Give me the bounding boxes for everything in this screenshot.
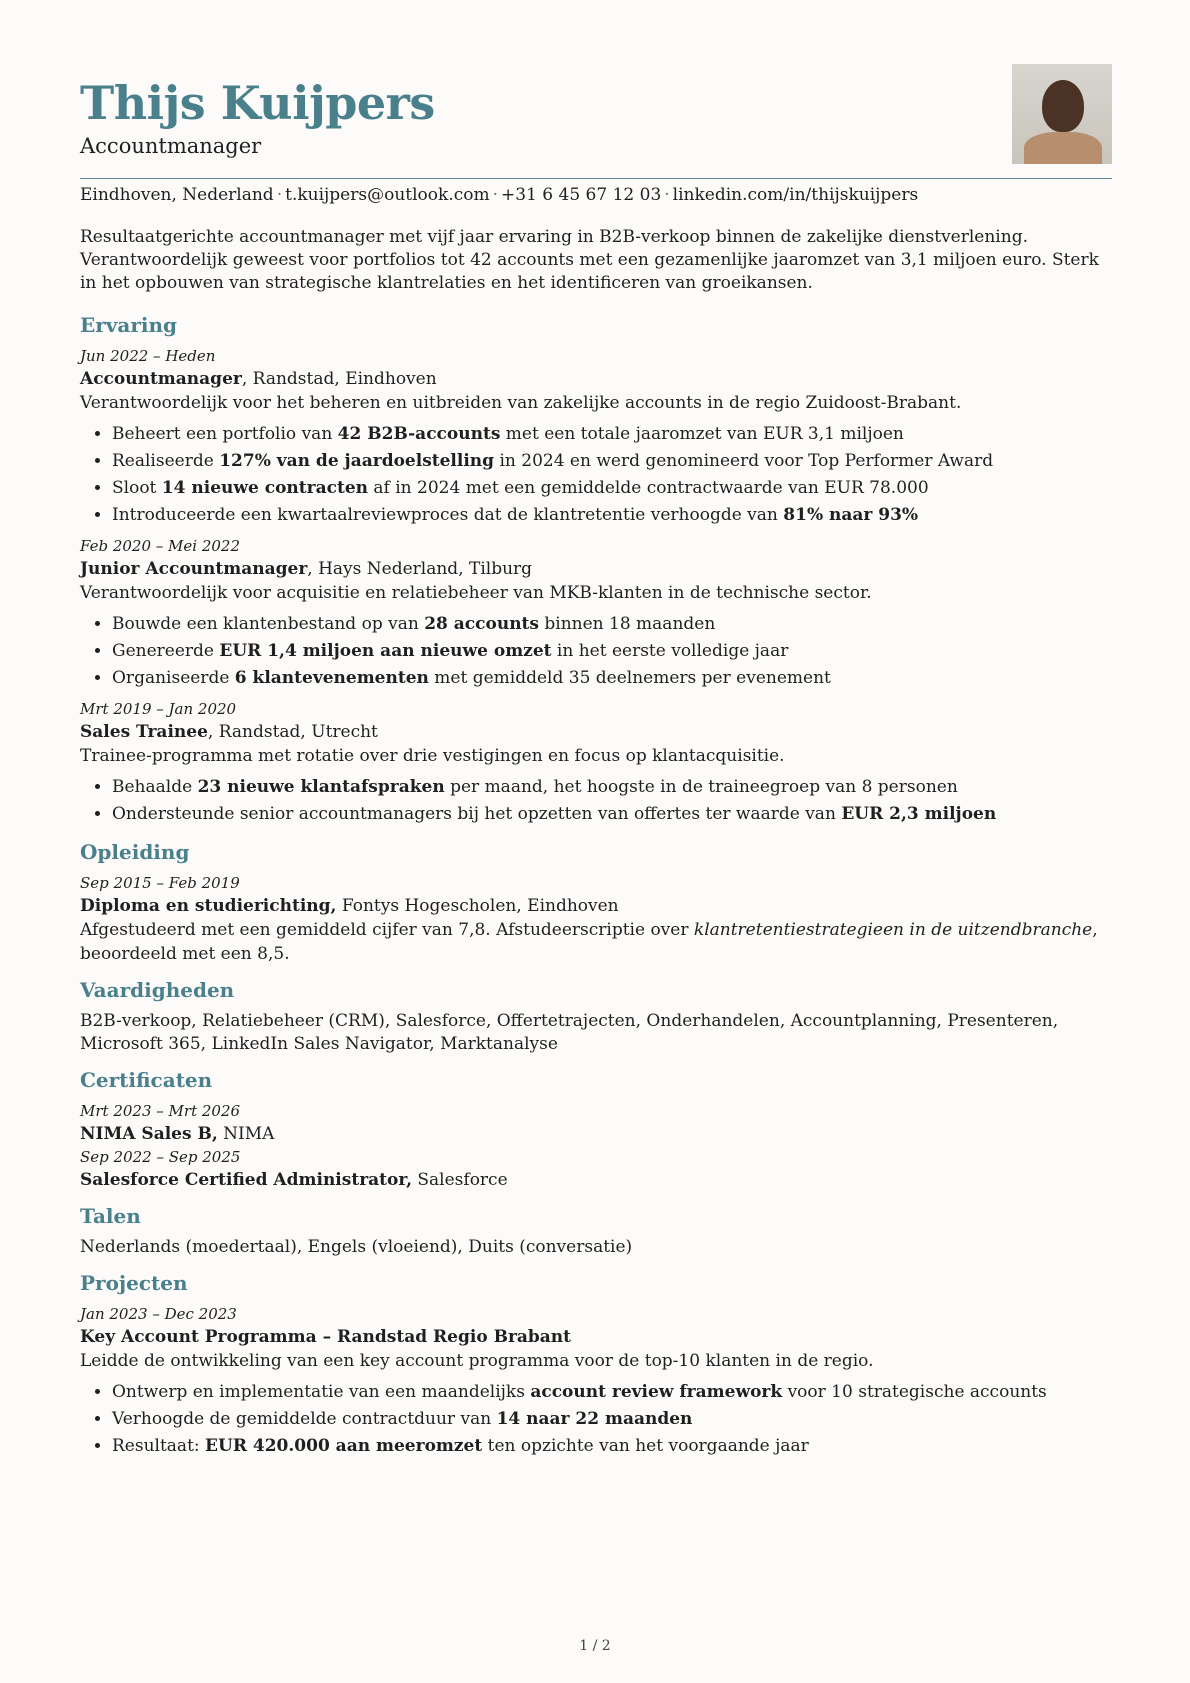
entry-org: Salesforce bbox=[412, 1170, 508, 1190]
entry-bullets bbox=[80, 774, 1112, 828]
skills-list: B2B-verkoop, Relatiebeheer (CRM), Salesforce, Offertetrajecten, Onderhandelen, Accountplanning, Presenteren, Microsoft 365, LinkedIn Sales Navigator, Marktanalyse bbox=[80, 1011, 1059, 1054]
entry-description: Verantwoordelijk voor het beheren en uitbreiden van zakelijke accounts in de regio Zuidoost-Brabant. bbox=[80, 393, 962, 413]
entry-org: , Hays Nederland, Tilburg bbox=[307, 559, 533, 579]
list-item: • Ondersteunde senior accountmanagers bij het opzetten van offertes ter waarde van EUR 2,3 miljoen bbox=[112, 801, 1112, 828]
projects-section bbox=[80, 1271, 1112, 1460]
experience-entry bbox=[80, 535, 1112, 692]
contact-linkedin[interactable]: linkedin.com/in/thijskuijpers bbox=[672, 185, 919, 205]
education-section bbox=[80, 840, 1112, 966]
candidate-role: Accountmanager bbox=[80, 134, 262, 158]
section-heading-skills: Vaardigheden bbox=[80, 978, 235, 1002]
skills-section bbox=[80, 978, 1112, 1056]
candidate-name: Thijs Kuijpers bbox=[80, 76, 435, 130]
entry-bullets bbox=[80, 611, 1112, 692]
entry-bullets bbox=[80, 421, 1112, 529]
contact-location: Eindhoven, Nederland bbox=[80, 185, 274, 205]
entry-org: Fontys Hogescholen, Eindhoven bbox=[336, 896, 619, 916]
list-item: • Behaalde 23 nieuwe klantafspraken per maand, het hoogste in de traineegroep van 8 personen bbox=[112, 774, 1112, 801]
entry-title-line bbox=[80, 894, 1112, 918]
list-item: • Resultaat: EUR 420.000 aan meeromzet ten opzichte van het voorgaande jaar bbox=[112, 1433, 1112, 1460]
resume-body bbox=[80, 226, 1112, 1472]
entry-date: Feb 2020 – Mei 2022 bbox=[80, 537, 241, 555]
entry-title-line bbox=[80, 1325, 1112, 1349]
entry-title-line bbox=[80, 557, 1112, 581]
certificates-section bbox=[80, 1068, 1112, 1192]
contact-phone[interactable]: +31 6 45 67 12 03 bbox=[501, 185, 662, 205]
entry-description: Afgestudeerd met een gemiddeld cijfer van 7,8. Afstudeerscriptie over klantretentiestrategieen in de uitzendbranche, beoordeeld met een 8,5. bbox=[80, 920, 1098, 964]
entry-date: Sep 2015 – Feb 2019 bbox=[80, 874, 240, 892]
list-item: • Introduceerde een kwartaalreviewproces dat de klantretentie verhoogde van 81% naar 93% bbox=[112, 502, 1112, 529]
resume-page bbox=[80, 0, 1112, 1456]
page-number: 1 / 2 bbox=[579, 1638, 611, 1654]
entry-date: Sep 2022 – Sep 2025 bbox=[80, 1148, 241, 1166]
entry-title: Diploma en studierichting, bbox=[80, 896, 337, 916]
contact-separator: · bbox=[492, 185, 499, 205]
section-heading-education: Opleiding bbox=[80, 840, 190, 864]
section-heading-languages: Talen bbox=[80, 1204, 141, 1228]
contact-line bbox=[80, 185, 918, 205]
entry-date: Mrt 2019 – Jan 2020 bbox=[80, 700, 237, 718]
list-item: • Genereerde EUR 1,4 miljoen aan nieuwe omzet in het eerste volledige jaar bbox=[112, 638, 1112, 665]
list-item: • Organiseerde 6 klantevenementen met gemiddeld 35 deelnemers per evenement bbox=[112, 665, 1112, 692]
section-heading-projects: Projecten bbox=[80, 1271, 188, 1295]
entry-description: Trainee-programma met rotatie over drie vestigingen en focus op klantacquisitie. bbox=[80, 746, 785, 766]
list-item: • Ontwerp en implementatie van een maandelijks account review framework voor 10 strategische accounts bbox=[112, 1379, 1112, 1406]
entry-bullets bbox=[80, 1379, 1112, 1460]
entry-title: Accountmanager bbox=[80, 369, 242, 389]
list-item: • Beheert een portfolio van 42 B2B-accounts met een totale jaaromzet van EUR 3,1 miljoen bbox=[112, 421, 1112, 448]
experience-entry bbox=[80, 698, 1112, 828]
entry-title: NIMA Sales B, bbox=[80, 1124, 218, 1144]
languages-list: Nederlands (moedertaal), Engels (vloeiend), Duits (conversatie) bbox=[80, 1237, 633, 1257]
entry-org: , Randstad, Eindhoven bbox=[241, 369, 437, 389]
list-item: • Realiseerde 127% van de jaardoelstelling in 2024 en werd genomineerd voor Top Performer Award bbox=[112, 448, 1112, 475]
entry-title: Key Account Programma – Randstad Regio Brabant bbox=[80, 1327, 572, 1347]
contact-email[interactable]: t.kuijpers@outlook.com bbox=[285, 185, 490, 205]
photo-shirt bbox=[1024, 132, 1102, 164]
experience-section bbox=[80, 313, 1112, 828]
languages-section bbox=[80, 1204, 1112, 1259]
profile-photo bbox=[1012, 64, 1112, 164]
entry-org: NIMA bbox=[217, 1124, 275, 1144]
entry-title-line bbox=[80, 720, 1112, 744]
entry-date: Mrt 2023 – Mrt 2026 bbox=[80, 1102, 241, 1120]
contact-separator: · bbox=[276, 185, 283, 205]
entry-date: Jan 2023 – Dec 2023 bbox=[80, 1305, 237, 1323]
entry-description: Leidde de ontwikkeling van een key account programma voor de top-10 klanten in de regio. bbox=[80, 1351, 874, 1371]
section-heading-experience: Ervaring bbox=[80, 313, 178, 337]
entry-title-line bbox=[80, 1122, 1112, 1146]
entry-title-line bbox=[80, 1168, 1112, 1192]
entry-title: Sales Trainee bbox=[80, 722, 208, 742]
list-item: • Sloot 14 nieuwe contracten af in 2024 met een gemiddelde contractwaarde van EUR 78.000 bbox=[112, 475, 1112, 502]
experience-entry bbox=[80, 345, 1112, 529]
entry-description: Verantwoordelijk voor acquisitie en relatiebeheer van MKB-klanten in de technische sector. bbox=[80, 583, 872, 603]
list-item: • Verhoogde de gemiddelde contractduur van 14 naar 22 maanden bbox=[112, 1406, 1112, 1433]
entry-title-line bbox=[80, 367, 1112, 391]
profile-summary: Resultaatgerichte accountmanager met vijf jaar ervaring in B2B-verkoop binnen de zakelijke dienstverlening. Verantwoordelijk geweest voor portfolios tot 42 accounts met een gezamenlijke jaaromzet van 3,1 miljoen euro. Sterk in het opbouwen van strategische klantrelaties en het identificeren van groeikansen. bbox=[80, 227, 1099, 293]
entry-title: Junior Accountmanager bbox=[80, 559, 308, 579]
list-item: • Bouwde een klantenbestand op van 28 accounts binnen 18 maanden bbox=[112, 611, 1112, 638]
entry-title: Salesforce Certified Administrator, bbox=[80, 1170, 412, 1190]
contact-separator: · bbox=[664, 185, 670, 205]
section-heading-certificates: Certificaten bbox=[80, 1068, 213, 1092]
resume-header bbox=[80, 0, 1112, 205]
header-divider bbox=[80, 178, 1112, 179]
entry-date: Jun 2022 – Heden bbox=[80, 347, 216, 365]
entry-org: , Randstad, Utrecht bbox=[207, 722, 378, 742]
photo-face bbox=[1042, 80, 1084, 132]
